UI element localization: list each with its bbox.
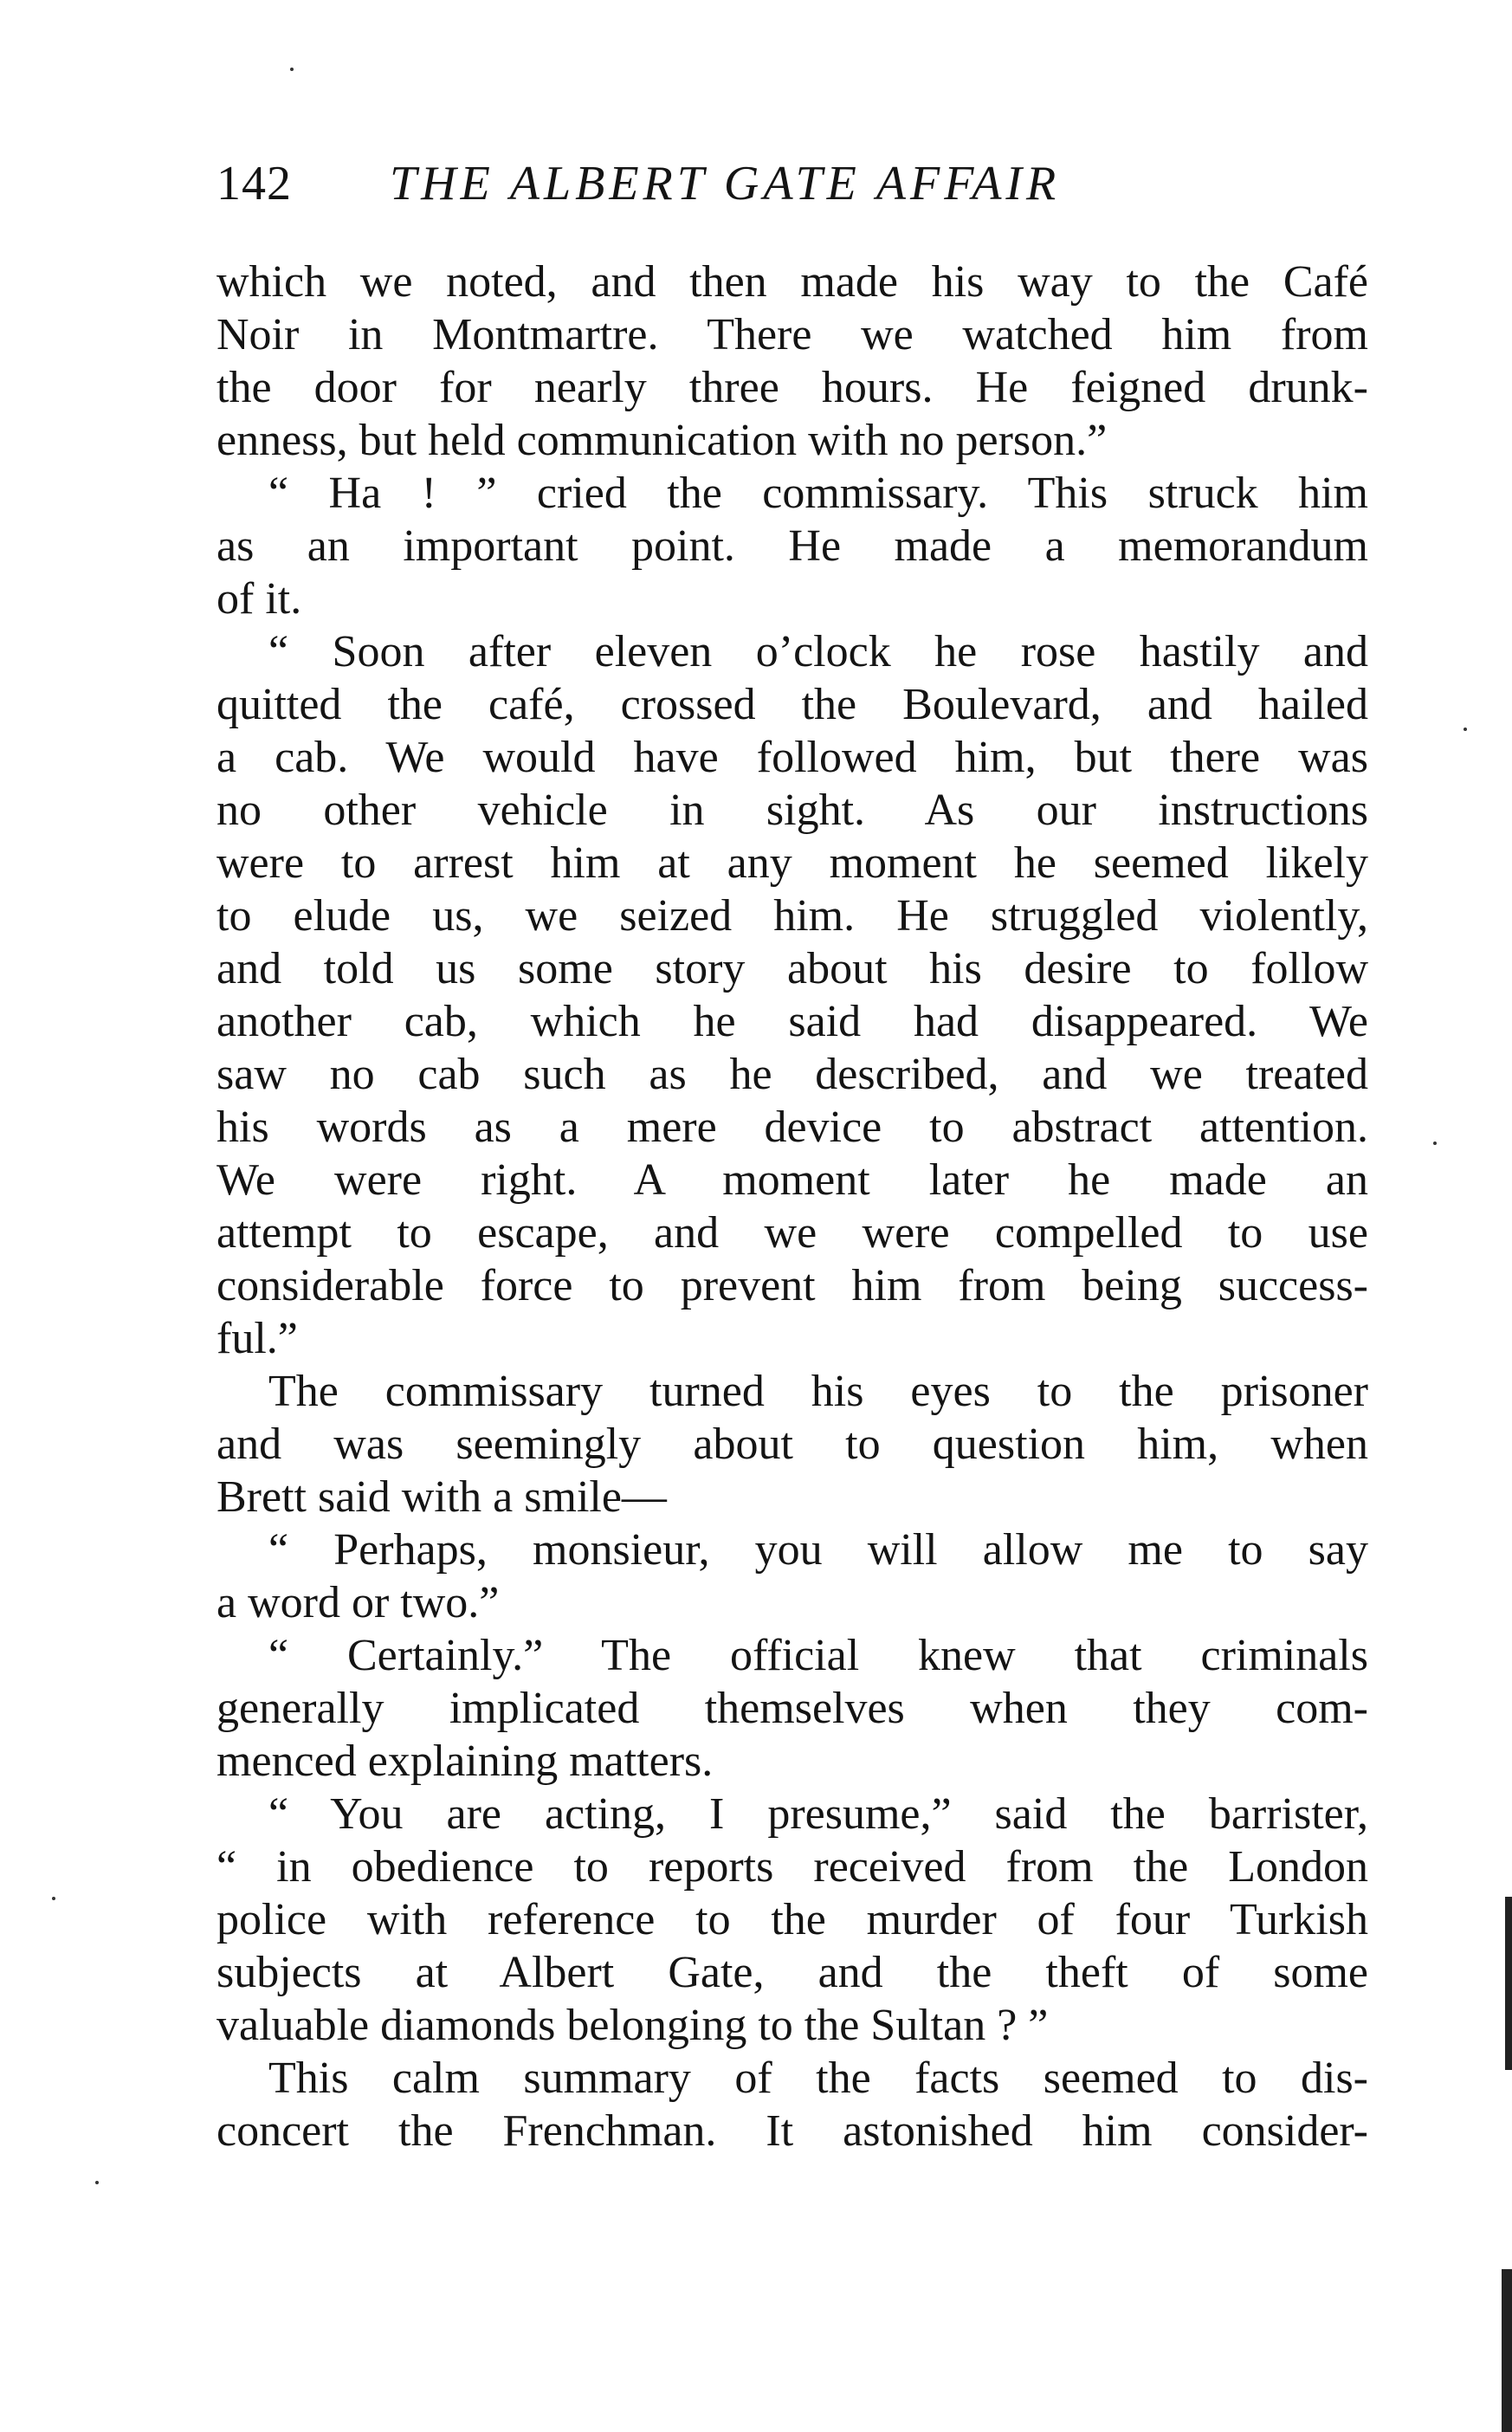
text-line: This calm summary of the facts seemed to dis- xyxy=(268,2054,1368,2103)
text-line: as an important point. He made a memorandum xyxy=(216,521,1368,571)
text-line: generally implicated themselves when they com- xyxy=(216,1684,1368,1733)
text-line: valuable diamonds belonging to the Sultan ? ” xyxy=(216,2001,1049,2050)
text-line: and told us some story about his desire to follow xyxy=(216,944,1368,993)
scan-speck xyxy=(290,68,294,71)
text-line: “ Ha ! ” cried the commissary. This struck him xyxy=(268,469,1368,518)
text-line: the door for nearly three hours. He feigned drunk- xyxy=(216,363,1368,412)
text-line: The commissary turned his eyes to the prisoner xyxy=(268,1367,1368,1416)
text-line: were to arrest him at any moment he seemed likely xyxy=(216,838,1368,888)
text-line: ful.” xyxy=(216,1314,298,1363)
text-line: a word or two.” xyxy=(216,1578,500,1627)
scan-speck xyxy=(52,1897,55,1900)
text-line: which we noted, and then made his way to the Café xyxy=(216,257,1368,307)
text-line: of it. xyxy=(216,574,302,624)
text-line: to elude us, we seized him. He struggled violently, xyxy=(216,891,1368,941)
text-line: concert the Frenchman. It astonished him consider- xyxy=(216,2106,1368,2156)
text-line: attempt to escape, and we were compelled to use xyxy=(216,1208,1368,1258)
scan-edge-mark xyxy=(1502,2269,1512,2432)
scan-edge-mark xyxy=(1505,1897,1512,2070)
text-line: his words as a mere device to abstract attention. xyxy=(216,1103,1368,1152)
text-line: “ You are acting, I presume,” said the barrister, xyxy=(268,1789,1368,1839)
body-text xyxy=(216,255,1368,2157)
text-line: quitted the café, crossed the Boulevard, and hailed xyxy=(216,680,1368,729)
text-line: another cab, which he said had disappeared. We xyxy=(216,997,1368,1046)
text-line: no other vehicle in sight. As our instructions xyxy=(216,786,1368,835)
running-title: THE ALBERT GATE AFFAIR xyxy=(390,157,1061,210)
text-line: menced explaining matters. xyxy=(216,1737,714,1786)
text-line: saw no cab such as he described, and we treated xyxy=(216,1050,1368,1099)
text-line: Noir in Montmartre. There we watched him from xyxy=(216,310,1368,359)
text-line: subjects at Albert Gate, and the theft of some xyxy=(216,1948,1368,1997)
scan-speck xyxy=(95,2181,99,2184)
scan-speck xyxy=(1464,728,1467,731)
text-line: “ Certainly.” The official knew that criminals xyxy=(268,1631,1368,1680)
text-line: a cab. We would have followed him, but there was xyxy=(216,733,1368,782)
text-line: and was seemingly about to question him, when xyxy=(216,1420,1368,1469)
text-line: Brett said with a smile— xyxy=(216,1472,667,1522)
text-line: “ Soon after eleven o’clock he rose hastily and xyxy=(268,627,1368,676)
text-line: “ in obedience to reports received from the London xyxy=(216,1842,1368,1892)
text-line: police with reference to the murder of four Turkish xyxy=(216,1895,1368,1944)
text-line: “ Perhaps, monsieur, you will allow me to say xyxy=(268,1525,1368,1575)
running-head xyxy=(216,149,1368,218)
text-line: We were right. A moment later he made an xyxy=(216,1155,1368,1205)
text-line: considerable force to prevent him from being success- xyxy=(216,1261,1368,1310)
text-line: enness, but held communication with no person.” xyxy=(216,416,1108,465)
scan-speck xyxy=(1433,1142,1437,1145)
page-number: 142 xyxy=(216,157,292,210)
